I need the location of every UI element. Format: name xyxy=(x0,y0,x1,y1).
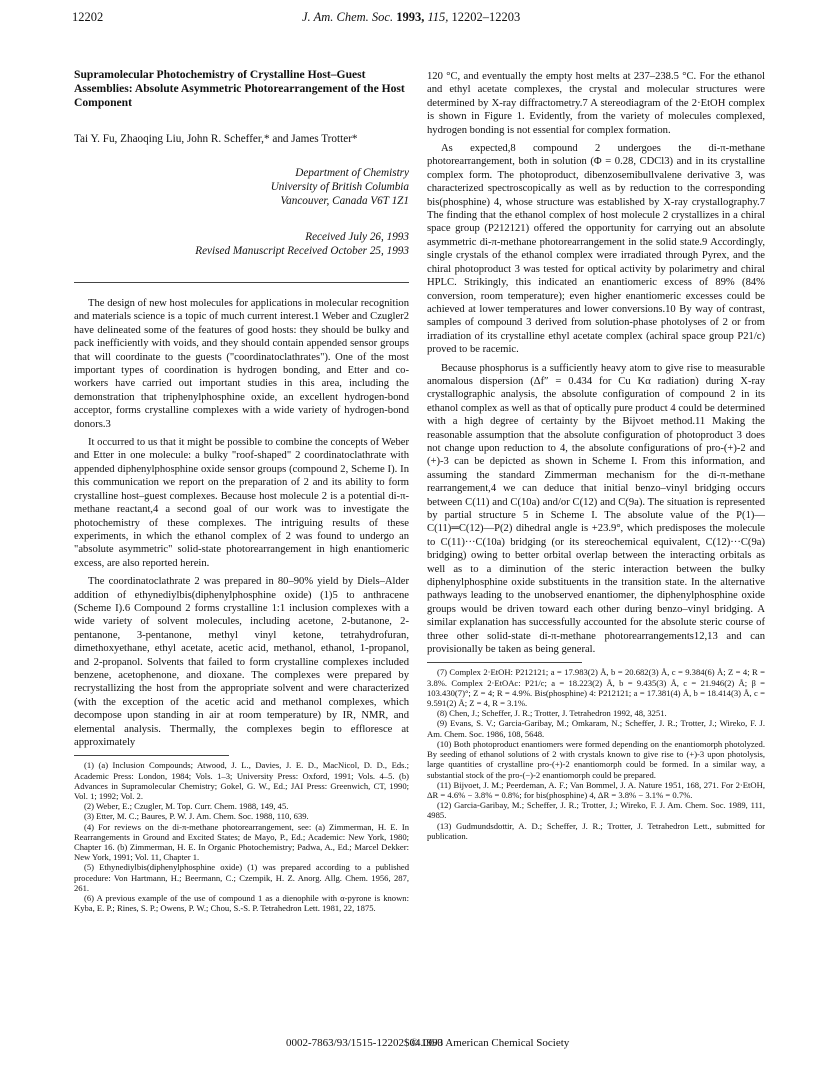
footnote: (13) Gudmundsdottir, A. D.; Scheffer, J. R.; Trotter, J. Tetrahedron Lett., submitted for publication. xyxy=(427,820,765,841)
received-dates xyxy=(74,230,409,258)
footnote-divider xyxy=(427,662,582,663)
footnote: (5) Ethynediylbis(diphenylphosphine oxide) (1) was prepared according to a published procedure: Von Hartmann, H.; Beermann, C.; Czempik, H. Z. Anorg. Allg. Chem. 1956, 287, 261. xyxy=(74,862,409,893)
body-paragraph: The design of new host molecules for applications in molecular recognition and materials science is a topic of much current interest.1 Weber and Czugler2 have delineated some of the features of good hosts: they should be bulky and pack inefficiently with voids, and they should contain appended sensor groups that will coordinate to the guests ("coordinatoclathrates"). One of the most important types of coordination is hydrogen bonding, and Etter and co-workers have carried out important studies in this area, including the demonstration that triphenylphosphine oxide, an excellent hydrogen-bond acceptor, forms crystalline complexes with a wide variety of hydrogen-bond donors.3 xyxy=(74,298,409,430)
affiliation-line: University of British Columbia xyxy=(270,181,409,193)
right-column xyxy=(427,70,765,841)
article-code: 0002-7863/93/1515-12202$04.00/0 xyxy=(286,1037,443,1049)
affiliation xyxy=(74,166,409,208)
article-title: Supramolecular Photochemistry of Crystalline Host–Guest Assemblies: Absolute Asymmetric Photorearrangement of the Host Component xyxy=(74,68,405,109)
revised-date: Revised Manuscript Received October 25, 1993 xyxy=(195,245,409,257)
body-paragraph: The coordinatoclathrate 2 was prepared in 80–90% yield by Diels–Alder addition of ethynediylbis(diphenylphosphine oxide) (1)5 to anthracene (Scheme I).6 Compound 2 forms crystalline 1:1 inclusion complexes with a wide variety of solvent molecules, including acetone, 2-butanone, 2-pentanone, 3-pentanone, methyl vinyl ketone, tetrahydrofuran, dimethoxyethane, ethyl acetate, acetic acid, methanol, ethanol, 1-propanol, and 2-propanol. Solvents that failed to form crystalline complexes included benzene, acetophenone, and dioxane. The complexes were prepared by recrystallizing the host from the appropriate solvent and were characterized (with the exception of the acetic acid and methanol complexes, which decompose upon standing in air at room temperature) by IR, NMR, and elemental analysis. Thermally, the complexes begin to effloresce at approximately xyxy=(74,576,409,748)
journal-name: J. Am. Chem. Soc. xyxy=(302,10,394,24)
footnote: (2) Weber, E.; Czugler, M. Top. Curr. Chem. 1988, 149, 45. xyxy=(84,801,289,812)
footnote: (7) Complex 2·EtOH: P212121; a = 17.983(2) Å, b = 20.682(3) Å, c = 9.384(6) Å; Z = 4; R = 3.8%. Complex 2·EtOAc: P21/c; a = 18.223(2) Å, b = 9.435(3) Å, c = 21.946(2) Å; β = 103.430(7)°; Z = 4; R = 4.9%. Bis(phosphine) 4: P212121; a = 17.381(4) Å, b = 18.414(3) Å, c = 9.591(2) Å; Z = 4, R = 3.1%. xyxy=(427,667,765,709)
journal-volume: 115, xyxy=(427,10,449,24)
body-paragraph: As expected,8 compound 2 undergoes the di-π-methane photorearrangement, both in solution (Φ = 0.28, CDCl3) and in its crystalline complex form. The photoproduct, dibenzosemibullvalene derivative 3, was characterized spectroscopically as well as by reduction to the corresponding bis(phosphine) 4, whose structure was established by X-ray crystallography.7 The finding that the ethanol complex of host molecule 2 crystallizes in a chiral space group (P212121) offered the opportunity for carrying out an absolute asymmetric di-π-methane photorearrangement in the solid state.9 Accordingly, single crystals of the ethanol complex were irradiated through Pyrex, and the chiral photoproduct 3 was tested for optical activity by polarimetry and chiral HPLC. Strikingly, this indicated an enantiomeric excess of 89% (84% conversion, room temperature); even higher enantiomeric excesses could be achieved at lower temperatures and lower conversions.10 By way of contrast, samples of compound 3 derived from solution-phase photolyses of 2 or from irradiation of its crystalline ethyl acetate complex (achiral space group P21/c) proved to be racemic. xyxy=(427,143,765,356)
copyright: © 1993 American Chemical Society xyxy=(410,1037,570,1049)
footnote: (4) For reviews on the di-π-methane photorearrangement, see: (a) Zimmerman, H. E. In Rearrangements in Ground and Excited States; de Mayo, P., Ed.; Academic: New York, 1980; Chapter 16. (b) Zimmerman, H. E. In Organic Photochemistry; Padwa, A., Ed.; Marcel Dekker: New York, 1991; Vol. 11, Chapter 1. xyxy=(74,821,409,863)
footnote: (10) Both photoproduct enantiomers were formed depending on the enantiomorph photolyzed. By seeding of ethanol solutions of 2 with crystals known to give rise to (+)-3 upon photolysis, large quantities of crystalline pro-(+)-2 enantiomorph could be formed. In a similar way, a substantial stock of the pro-(−)-2 enantiomorph could be prepared. xyxy=(427,738,765,780)
divider xyxy=(74,282,409,283)
journal-citation xyxy=(302,10,520,25)
received-date: Received July 26, 1993 xyxy=(305,231,409,243)
author-list: Tai Y. Fu, Zhaoqing Liu, John R. Scheffer,* and James Trotter* xyxy=(74,133,358,145)
footnote: (6) A previous example of the use of compound 1 as a dienophile with α-pyrone is known: Kyba, E. P.; Rines, S. P.; Owens, P. W.; Chou, S.-S. P. Tetrahedron Lett. 1981, 22, 1875. xyxy=(74,893,409,914)
footnote: (11) Bijvoet, J. M.; Peerdeman, A. F.; Van Bommel, J. A. Nature 1951, 168, 271. For 2·EtOH, ΔR = 4.6% − 3.8% = 0.8%; for bis(phosphine) 4, ΔR = 3.8% − 3.1% = 0.7%. xyxy=(427,779,765,800)
footnote: (9) Evans, S. V.; Garcia-Garibay, M.; Omkaram, N.; Scheffer, J. R.; Trotter, J.; Wireko, F. J. Am. Chem. Soc. 1986, 108, 5648. xyxy=(427,718,765,739)
footnote: (12) Garcia-Garibay, M.; Scheffer, J. R.; Trotter, J.; Wireko, F. J. Am. Chem. Soc. 1989, 111, 4985. xyxy=(427,800,765,821)
journal-year: 1993, xyxy=(396,10,425,24)
left-column xyxy=(74,68,409,913)
page-number: 12202 xyxy=(72,10,104,24)
footnote-divider xyxy=(74,755,229,756)
affiliation-line: Vancouver, Canada V6T 1Z1 xyxy=(280,195,409,207)
body-paragraph: 120 °C, and eventually the empty host melts at 237–238.5 °C. For the ethanol and ethyl acetate complexes, the crystal and molecular structures were determined by X-ray diffractometry.7 A stereodiagram of the 2·EtOH complex is shown in Figure 1. Evidently, from the variety of molecules complexed, hydrogen bonding is not essential for complex formation. xyxy=(427,71,765,136)
running-header xyxy=(72,10,772,26)
footnote: (3) Etter, M. C.; Baures, P. W. J. Am. Chem. Soc. 1988, 110, 639. xyxy=(84,811,309,822)
footnote: (1) (a) Inclusion Compounds; Atwood, J. L., Davies, J. E. D., MacNicol, D. D., Eds.; Academic Press: London, 1984; Vols. 1–3; University Press: Oxford, 1991; Vols. 4–5. (b) Advances in Supramolecular Chemistry; Gokel, G. W., Ed.; JAI Press: Greenwich, CT, 1990; Vol. 1; 1992; Vol. 2. xyxy=(74,760,409,802)
body-paragraph: It occurred to us that it might be possible to combine the concepts of Weber and Etter in one molecule: a bulky "roof-shaped" 2 coordinatoclathrate with appended diphenylphosphine oxide sensor groups (compound 2, Scheme I). In this communication we report on the preparation of 2 and its ability to form crystalline host–guest complexes. Because host molecule 2 is a potential di-π-methane reactant,4 a second goal of our work was to investigate the photochemistry of these complexes. The intriguing results of these experiments, in which the ethanol complex of 2 was found to undergo an "absolute asymmetric" solid-state photorearrangement in high enantiomeric excess, are also reported herein. xyxy=(74,437,409,569)
footnote: (8) Chen, J.; Scheffer, J. R.; Trotter, J. Tetrahedron 1992, 48, 3251. xyxy=(437,708,667,719)
affiliation-line: Department of Chemistry xyxy=(295,167,409,179)
body-paragraph: Because phosphorus is a sufficiently heavy atom to give rise to measurable anomalous dispersion (Δf″ = 0.434 for Cu Kα radiation) during X-ray crystallographic analysis, the absolute configuration of compound 2 in its ethanol complex as well as that of optically pure product 4 could be determined with a high degree of certainty by the Bijvoet method.11 Making the reasonable assumption that the absolute configuration of photoproduct 3 does not change upon reduction to 4, the absolute configurations of pro-(+)-2 and (+)-3 can be depicted as shown in Scheme I. From this information, and assuming the standard Zimmerman mechanism for the di-π-methane rearrangement,4 we can deduce that initial benzo–vinyl bridging occurs between C(11) and C(10a) and/or C(12) and C(9a). The situation is represented by partial structure 5 in Scheme I. The absolute value of the P(1)—C(11)═C(12)—P(2) dihedral angle is +23.9°, which predisposes the molecule to C(11)···C(10a) bridging (or its stereochemical equivalent, C(12)···C(9a) bridging) owing to better orbital overlap between the interacting orbitals as well as to a diminution of the steric interaction between the bulky diphenylphosphine oxide substituents in the transition state. In the alternative pathways leading to the unobserved enantiomer, the diphenylphosphine oxide groups would be driven toward each other during benzo–vinyl bridging. A similar explanation has successfully accounted for the absolute steric course of three other solid-state di-π-methane photorearrangements12,13 and can provisionally be taken as being general. xyxy=(427,362,765,656)
journal-pages: 12202–12203 xyxy=(451,10,521,24)
